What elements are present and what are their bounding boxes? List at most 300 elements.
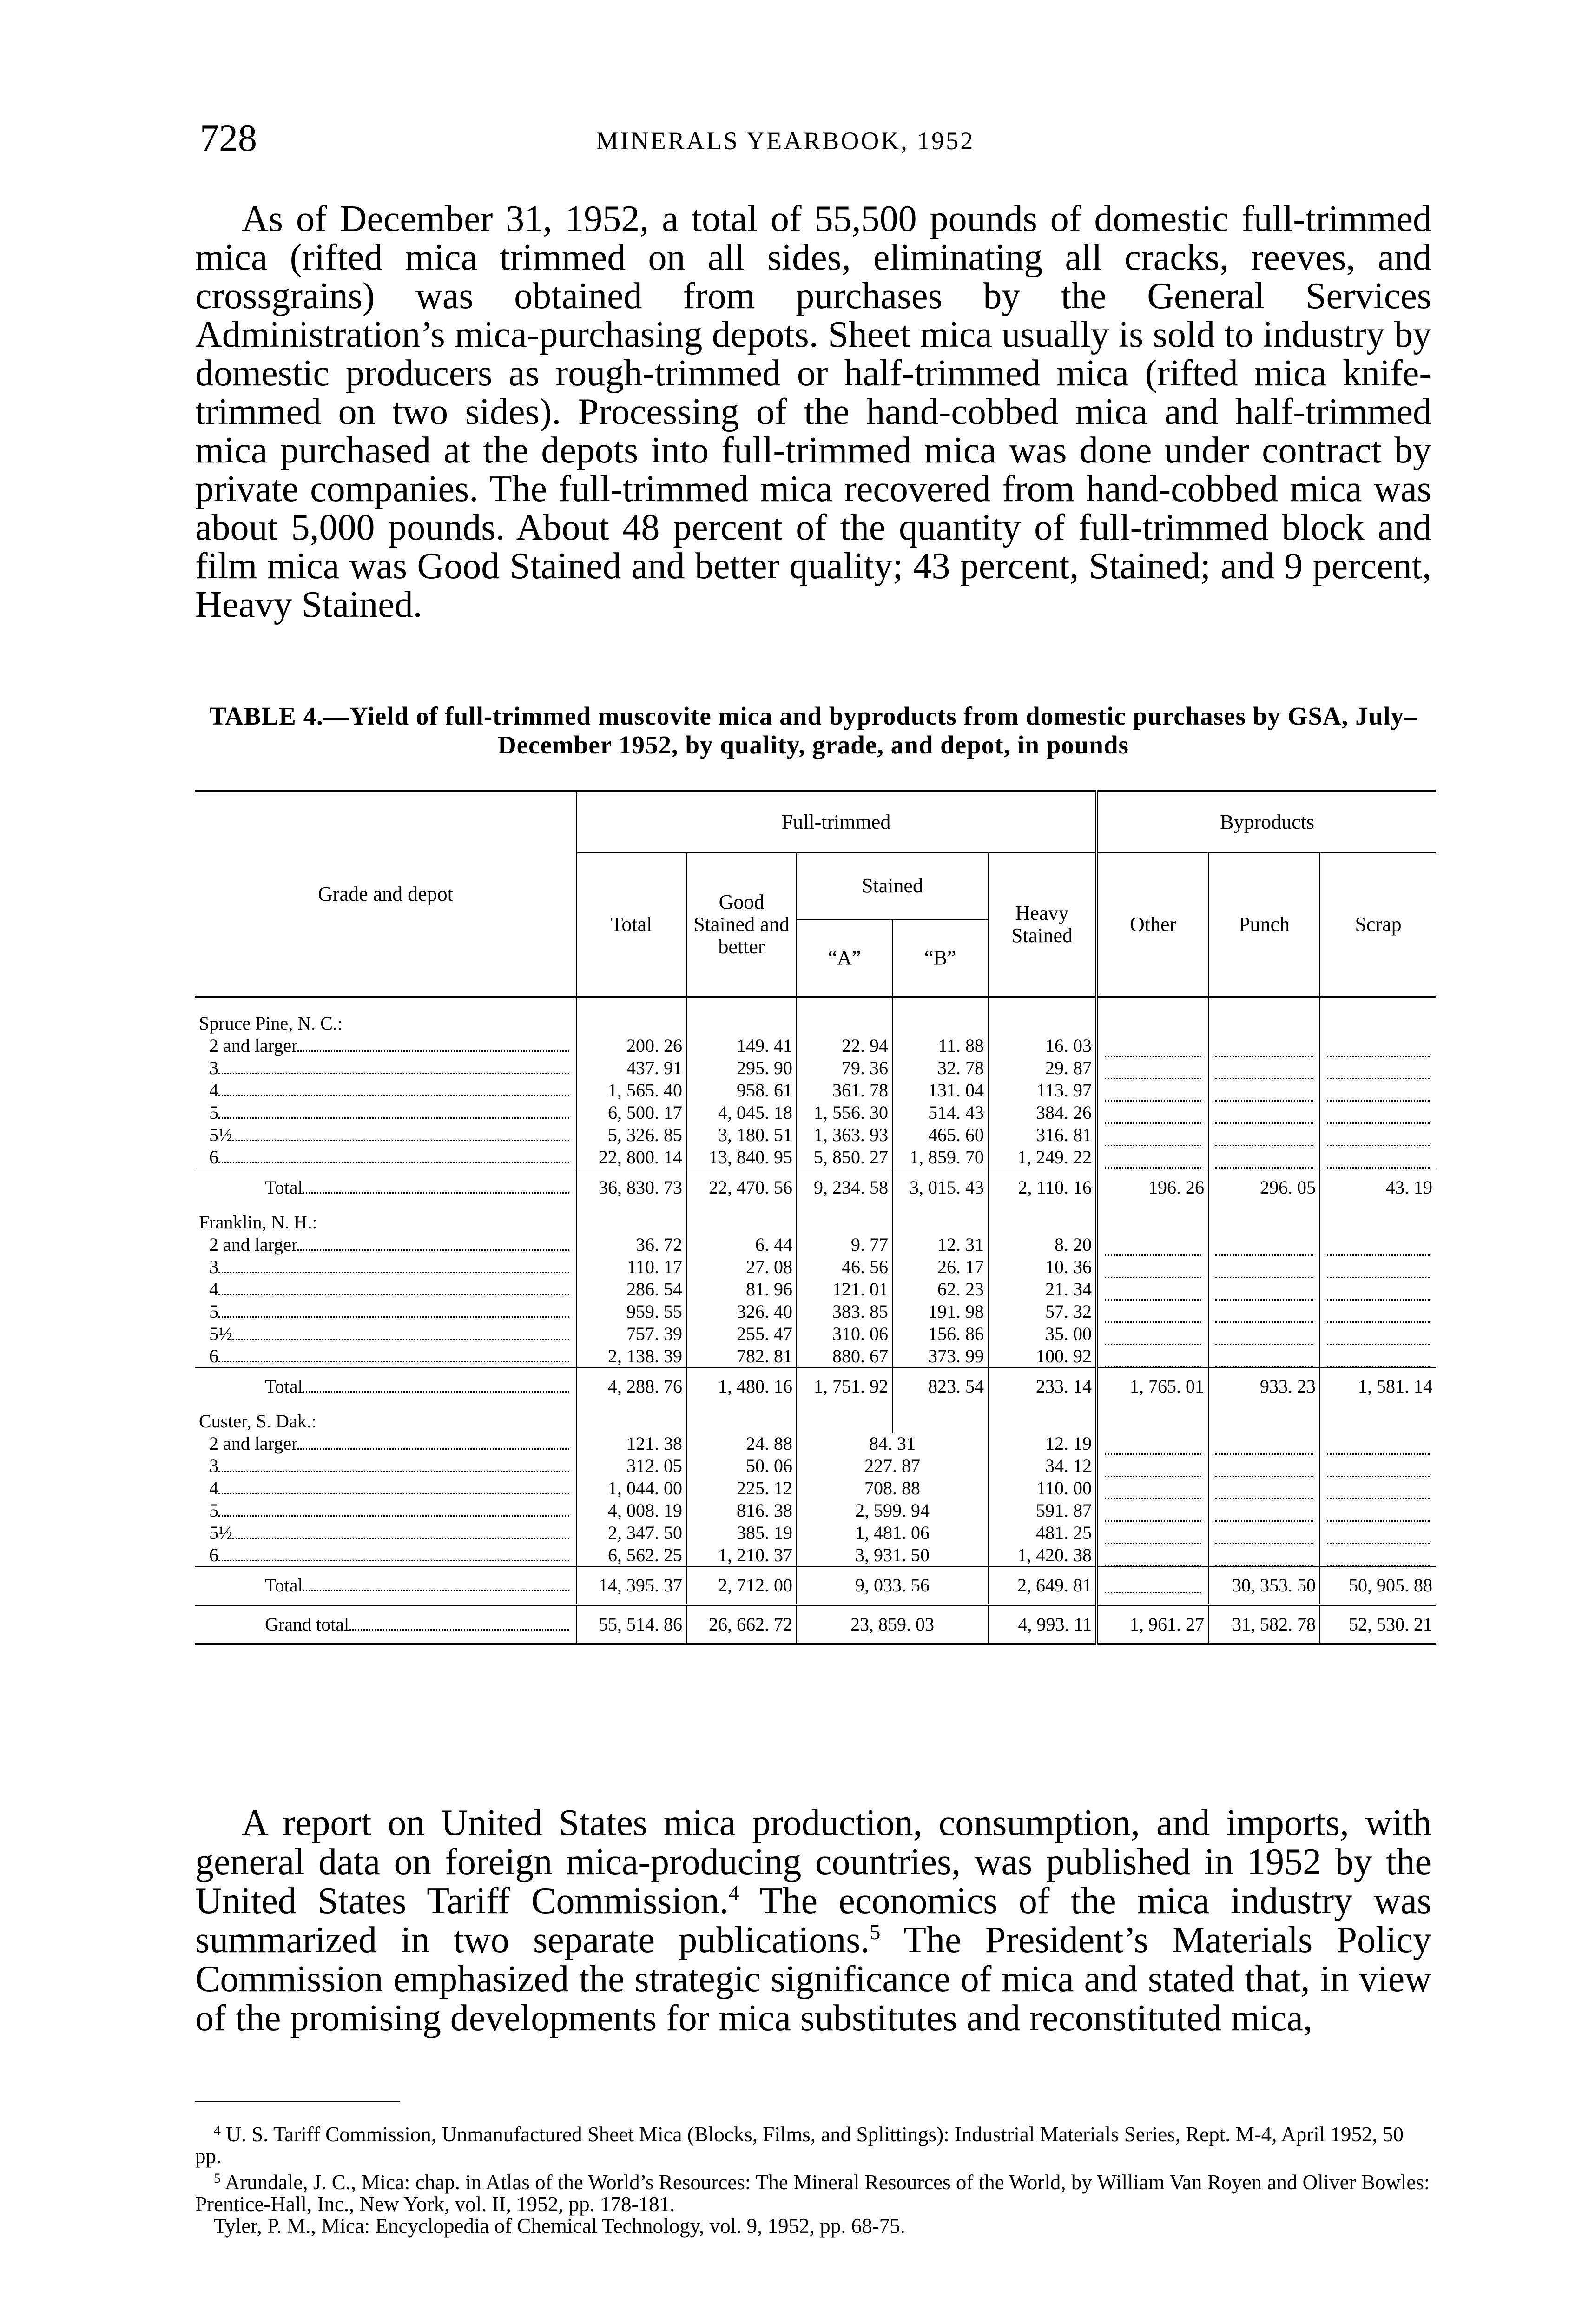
- dot-leader: [218, 1117, 569, 1119]
- empty-cell: [1208, 997, 1320, 1035]
- empty-cell: [1097, 1102, 1208, 1124]
- total-cell: 1, 565. 40: [576, 1079, 686, 1102]
- good-stained-cell: 1, 480. 16: [686, 1368, 797, 1405]
- empty-cell: [1320, 1206, 1436, 1234]
- row-label-text: 4: [209, 1478, 218, 1499]
- stained-b-cell: 373. 99: [892, 1345, 988, 1368]
- heavy-stained-cell: 2, 649. 81: [988, 1567, 1097, 1605]
- empty-cell: [1208, 1522, 1320, 1544]
- dot-leader: [303, 1590, 569, 1591]
- empty-cell: [686, 997, 797, 1035]
- row-label: [195, 1146, 576, 1169]
- empty-cell: [1097, 1278, 1208, 1301]
- total-cell: 110. 17: [576, 1256, 686, 1278]
- row-label-text: 5½: [209, 1124, 232, 1145]
- total-cell: 1, 044. 00: [576, 1477, 686, 1499]
- dot-leader: [218, 1493, 569, 1494]
- empty-cell: [892, 1405, 988, 1433]
- dot-leader: [232, 1140, 569, 1141]
- stained-b-cell: 3, 015. 43: [892, 1169, 988, 1206]
- table-row: [195, 1234, 1436, 1256]
- good-stained-cell: 27. 08: [686, 1256, 797, 1278]
- depot-heading-row: [195, 1405, 1436, 1433]
- total-cell: 36. 72: [576, 1234, 686, 1256]
- good-stained-cell: 6. 44: [686, 1234, 797, 1256]
- depot-total-row: [195, 1567, 1436, 1605]
- heavy-stained-cell: 591. 87: [988, 1499, 1097, 1522]
- heavy-stained-cell: 4, 993. 11: [988, 1605, 1097, 1644]
- row-label-text: 3: [209, 1057, 218, 1078]
- row-label-text: 2 and larger: [209, 1035, 298, 1056]
- row-label: [195, 1605, 576, 1644]
- footnote-ref-5: 5: [870, 1920, 881, 1944]
- stained-a-cell: 79. 36: [797, 1057, 892, 1079]
- header-stained: Stained: [797, 852, 988, 920]
- stained-b-cell: 156. 86: [892, 1323, 988, 1345]
- row-label-text: 5½: [209, 1323, 232, 1344]
- row-label-text: 6: [209, 1545, 218, 1565]
- empty-cell: [892, 997, 988, 1035]
- table-row: [195, 1124, 1436, 1146]
- heavy-stained-cell: 16. 03: [988, 1035, 1097, 1057]
- row-label: [195, 1301, 576, 1323]
- heavy-stained-cell: 10. 36: [988, 1256, 1097, 1278]
- empty-cell: [1320, 997, 1436, 1035]
- table-row: [195, 1035, 1436, 1057]
- row-label: [195, 1102, 576, 1124]
- dot-leader: [218, 1162, 569, 1163]
- footnote-text: Arundale, J. C., Mica: chap. in Atlas of the World’s Resources: The Mineral Resources of the World, by William Van Royen and Oliver Bowles: Prentice-Hall, Inc., New York, vol. II, 1952, pp. 178-181.: [195, 2171, 1430, 2216]
- table-row: [195, 1146, 1436, 1169]
- empty-cell: [576, 997, 686, 1035]
- dot-leader: [218, 1073, 569, 1074]
- empty-cell: [892, 1206, 988, 1234]
- empty-cell: [1097, 1405, 1208, 1433]
- footnote-marker: 5: [214, 2171, 221, 2186]
- row-label: [195, 1124, 576, 1146]
- heavy-stained-cell: 57. 32: [988, 1301, 1097, 1323]
- footnote-text: Tyler, P. M., Mica: Encyclopedia of Chemical Technology, vol. 9, 1952, pp. 68-75.: [214, 2214, 905, 2238]
- table-row: [195, 1544, 1436, 1567]
- header-good-stained: Good Stained and better: [686, 852, 797, 997]
- running-head: [200, 116, 1371, 167]
- stained-b-cell: 131. 04: [892, 1079, 988, 1102]
- stained-combined-cell: 23, 859. 03: [797, 1605, 988, 1644]
- header-scrap: Scrap: [1320, 852, 1436, 997]
- good-stained-cell: 22, 470. 56: [686, 1169, 797, 1206]
- empty-cell: [1208, 1206, 1320, 1234]
- empty-cell: [1208, 1057, 1320, 1079]
- table-row: [195, 1323, 1436, 1345]
- stained-a-cell: 361. 78: [797, 1079, 892, 1102]
- empty-cell: [1320, 1522, 1436, 1544]
- empty-cell: [576, 1405, 686, 1433]
- good-stained-cell: 149. 41: [686, 1035, 797, 1057]
- good-stained-cell: 385. 19: [686, 1522, 797, 1544]
- empty-cell: [797, 1206, 892, 1234]
- dot-leader: [297, 1448, 569, 1450]
- empty-cell: [797, 1405, 892, 1433]
- grand-total-row: [195, 1605, 1436, 1644]
- empty-cell: [686, 1206, 797, 1234]
- empty-cell: [988, 1206, 1097, 1234]
- empty-cell: [1097, 1345, 1208, 1368]
- empty-cell: [1097, 1256, 1208, 1278]
- punch-cell: 296. 05: [1208, 1169, 1320, 1206]
- heavy-stained-cell: 1, 420. 38: [988, 1544, 1097, 1567]
- stained-a-cell: 121. 01: [797, 1278, 892, 1301]
- stained-a-cell: 46. 56: [797, 1256, 892, 1278]
- empty-cell: [1097, 1499, 1208, 1522]
- row-label: [195, 1323, 576, 1345]
- table-number: TABLE 4.: [209, 702, 323, 730]
- stained-a-cell: 5, 850. 27: [797, 1146, 892, 1169]
- stained-combined-cell: 9, 033. 56: [797, 1567, 988, 1605]
- total-cell: 2, 138. 39: [576, 1345, 686, 1368]
- other-cell: 1, 765. 01: [1097, 1368, 1208, 1405]
- empty-cell: [1097, 1433, 1208, 1455]
- good-stained-cell: 782. 81: [686, 1345, 797, 1368]
- empty-cell: [1097, 1234, 1208, 1256]
- heavy-stained-cell: 2, 110. 16: [988, 1169, 1097, 1206]
- empty-cell: [1320, 1234, 1436, 1256]
- header-byproducts: Byproducts: [1097, 792, 1436, 853]
- stained-a-cell: 1, 363. 93: [797, 1124, 892, 1146]
- empty-cell: [1208, 1234, 1320, 1256]
- scrap-cell: 50, 905. 88: [1320, 1567, 1436, 1605]
- empty-cell: [1208, 1301, 1320, 1323]
- empty-cell: [1320, 1345, 1436, 1368]
- row-label: [195, 1544, 576, 1567]
- row-label: [195, 1169, 576, 1206]
- stained-a-cell: 310. 06: [797, 1323, 892, 1345]
- punch-cell: 31, 582. 78: [1208, 1605, 1320, 1644]
- closing-text-3: The President’s Materials Policy Commission emphasized the strategic significance of mica and stated that, in view of the promising developments for mica substitutes and reconstituted mica,: [195, 1920, 1431, 2039]
- empty-cell: [1097, 1079, 1208, 1102]
- depot-heading-row: [195, 1206, 1436, 1234]
- row-label-text: 5: [209, 1102, 218, 1123]
- empty-cell: [797, 997, 892, 1035]
- table-row: [195, 1455, 1436, 1477]
- stained-a-cell: 9. 77: [797, 1234, 892, 1256]
- empty-cell: [1097, 1544, 1208, 1567]
- total-cell: 4, 008. 19: [576, 1499, 686, 1522]
- stained-b-cell: 465. 60: [892, 1124, 988, 1146]
- stained-b-cell: 514. 43: [892, 1102, 988, 1124]
- total-cell: 121. 38: [576, 1433, 686, 1455]
- row-label-text: 4: [209, 1080, 218, 1101]
- row-label-text: 6: [209, 1346, 218, 1367]
- dot-leader: [303, 1391, 569, 1393]
- empty-cell: [1208, 1544, 1320, 1567]
- row-label: [195, 1256, 576, 1278]
- empty-cell: [1097, 1477, 1208, 1499]
- stained-b-cell: 1, 859. 70: [892, 1146, 988, 1169]
- total-cell: 757. 39: [576, 1323, 686, 1345]
- good-stained-cell: 2, 712. 00: [686, 1567, 797, 1605]
- header-heavy-stained: Heavy Stained: [988, 852, 1097, 997]
- header-stained-b: “B”: [892, 920, 988, 997]
- row-label: [195, 1057, 576, 1079]
- row-label-text: Total: [265, 1376, 303, 1397]
- empty-cell: [1320, 1102, 1436, 1124]
- row-label-text: 5: [209, 1301, 218, 1322]
- total-cell: 4, 288. 76: [576, 1368, 686, 1405]
- row-label: [195, 1522, 576, 1544]
- scrap-cell: 52, 530. 21: [1320, 1605, 1436, 1644]
- stained-a-cell: 1, 556. 30: [797, 1102, 892, 1124]
- depot-total-row: [195, 1169, 1436, 1206]
- empty-cell: [1320, 1079, 1436, 1102]
- dot-leader: [218, 1095, 569, 1096]
- good-stained-cell: 255. 47: [686, 1323, 797, 1345]
- stained-b-cell: 823. 54: [892, 1368, 988, 1405]
- header-punch: Punch: [1208, 852, 1320, 997]
- empty-cell: [1320, 1035, 1436, 1057]
- total-cell: 286. 54: [576, 1278, 686, 1301]
- good-stained-cell: 24. 88: [686, 1433, 797, 1455]
- empty-cell: [1097, 1323, 1208, 1345]
- table-row: [195, 1057, 1436, 1079]
- empty-cell: [1320, 1256, 1436, 1278]
- total-cell: 36, 830. 73: [576, 1169, 686, 1206]
- empty-cell: [1320, 1455, 1436, 1477]
- dot-leader: [232, 1339, 569, 1340]
- stained-combined-cell: 1, 481. 06: [797, 1522, 988, 1544]
- heavy-stained-cell: 316. 81: [988, 1124, 1097, 1146]
- stained-b-cell: 11. 88: [892, 1035, 988, 1057]
- table-row: [195, 1256, 1436, 1278]
- stained-a-cell: 1, 751. 92: [797, 1368, 892, 1405]
- stained-a-cell: 880. 67: [797, 1345, 892, 1368]
- row-label-text: Total: [265, 1575, 303, 1596]
- closing-text-2: The economics of the mica industry was summarized in two separate publications.: [195, 1881, 1431, 1961]
- dot-leader: [218, 1560, 569, 1561]
- table-row: [195, 1278, 1436, 1301]
- dot-leader: [349, 1629, 569, 1631]
- row-label-text: 5: [209, 1500, 218, 1521]
- empty-cell: [1320, 1057, 1436, 1079]
- header-stained-a: “A”: [797, 920, 892, 997]
- empty-cell: [988, 997, 1097, 1035]
- closing-paragraph: [195, 1803, 1431, 2038]
- dot-leader: [218, 1361, 569, 1362]
- stained-b-cell: 12. 31: [892, 1234, 988, 1256]
- empty-cell: [1320, 1124, 1436, 1146]
- heavy-stained-cell: 481. 25: [988, 1522, 1097, 1544]
- running-title: MINERALS YEARBOOK, 1952: [596, 127, 975, 155]
- dot-leader: [218, 1272, 569, 1273]
- empty-cell: [1208, 1433, 1320, 1455]
- dot-leader: [303, 1192, 569, 1194]
- other-cell: 1, 961. 27: [1097, 1605, 1208, 1644]
- good-stained-cell: 3, 180. 51: [686, 1124, 797, 1146]
- total-cell: 5, 326. 85: [576, 1124, 686, 1146]
- good-stained-cell: 50. 06: [686, 1455, 797, 1477]
- empty-cell: [1208, 1146, 1320, 1169]
- empty-cell: [1320, 1544, 1436, 1567]
- stained-b-cell: 191. 98: [892, 1301, 988, 1323]
- footnote-marker: 4: [214, 2123, 221, 2138]
- empty-cell: [1097, 1455, 1208, 1477]
- stained-combined-cell: 227. 87: [797, 1455, 988, 1477]
- empty-cell: [1208, 1124, 1320, 1146]
- stained-a-cell: 383. 85: [797, 1301, 892, 1323]
- header-full-trimmed: Full-trimmed: [576, 792, 1097, 853]
- empty-cell: [1097, 1057, 1208, 1079]
- total-cell: 312. 05: [576, 1455, 686, 1477]
- dot-leader: [297, 1050, 569, 1052]
- intro-paragraph: As of December 31, 1952, a total of 55,500 pounds of domestic full-trimmed mica (rifted mica trimmed on all sides, eliminating all cracks, reeves, and crossgrains) was obtained from purchases by the General Services Administration’s mica-purchasing depots. Sheet mica usually is sold to industry by domestic producers as rough-trimmed or half-trimmed mica (rifted mica knife-trimmed on two sides). Processing of the hand-cobbed mica and half-trimmed mica purchased at the depots into full-trimmed mica was done under contract by private companies. The full-trimmed mica recovered from hand-cobbed mica was about 5,000 pounds. About 48 percent of the quantity of full-trimmed block and film mica was Good Stained and better quality; 43 percent, Stained; and 9 percent, Heavy Stained.: [195, 198, 1431, 625]
- empty-cell: [1097, 1301, 1208, 1323]
- depot-name: Custer, S. Dak.:: [199, 1411, 316, 1432]
- heavy-stained-cell: 29. 87: [988, 1057, 1097, 1079]
- empty-cell: [1208, 1455, 1320, 1477]
- empty-cell: [1097, 1124, 1208, 1146]
- heavy-stained-cell: 100. 92: [988, 1345, 1097, 1368]
- table-row: [195, 1345, 1436, 1368]
- dot-leader: [218, 1316, 569, 1318]
- punch-cell: 30, 353. 50: [1208, 1567, 1320, 1605]
- empty-cell: [1320, 1433, 1436, 1455]
- dot-leader: [232, 1538, 569, 1539]
- footnote-4: [195, 2119, 1431, 2167]
- empty-cell: [1320, 1323, 1436, 1345]
- good-stained-cell: 26, 662. 72: [686, 1605, 797, 1644]
- row-label-text: Total: [265, 1177, 303, 1198]
- dot-leader: [218, 1515, 569, 1517]
- empty-cell: [1097, 1146, 1208, 1169]
- heavy-stained-cell: 113. 97: [988, 1079, 1097, 1102]
- empty-cell: [1320, 1278, 1436, 1301]
- empty-cell: [1097, 1522, 1208, 1544]
- total-cell: 959. 55: [576, 1301, 686, 1323]
- empty-cell: [1208, 1256, 1320, 1278]
- row-label: [195, 1433, 576, 1455]
- table-row: [195, 1477, 1436, 1499]
- empty-cell: [1320, 1477, 1436, 1499]
- empty-cell: [1320, 1499, 1436, 1522]
- stained-b-cell: 62. 23: [892, 1278, 988, 1301]
- stained-combined-cell: 3, 931. 50: [797, 1544, 988, 1567]
- heavy-stained-cell: 8. 20: [988, 1234, 1097, 1256]
- footnote-text: U. S. Tariff Commission, Unmanufactured Sheet Mica (Blocks, Films, and Splittings): Industrial Materials Series, Rept. M-4, April 1952, 50 pp.: [195, 2123, 1404, 2168]
- row-label-text: 2 and larger: [209, 1234, 298, 1255]
- depot-total-row: [195, 1368, 1436, 1405]
- total-cell: 2, 347. 50: [576, 1522, 686, 1544]
- empty-cell: [1208, 1323, 1320, 1345]
- footnotes: [195, 2119, 1431, 2237]
- empty-cell: [1097, 1035, 1208, 1057]
- dot-leader: [218, 1294, 569, 1295]
- empty-cell: [1320, 1146, 1436, 1169]
- good-stained-cell: 326. 40: [686, 1301, 797, 1323]
- row-label-text: 5½: [209, 1522, 232, 1543]
- heavy-stained-cell: 12. 19: [988, 1433, 1097, 1455]
- empty-cell: [576, 1206, 686, 1234]
- stained-combined-cell: 84. 31: [797, 1433, 988, 1455]
- heavy-stained-cell: 233. 14: [988, 1368, 1097, 1405]
- good-stained-cell: 1, 210. 37: [686, 1544, 797, 1567]
- empty-cell: [1320, 1405, 1436, 1433]
- empty-cell: [1208, 1345, 1320, 1368]
- row-label-text: Grand total: [265, 1614, 349, 1635]
- header-total: Total: [576, 852, 686, 997]
- heavy-stained-cell: 110. 00: [988, 1477, 1097, 1499]
- row-label: [195, 1079, 576, 1102]
- empty-cell: [1208, 1477, 1320, 1499]
- depot-name: Franklin, N. H.:: [199, 1212, 317, 1233]
- empty-cell: [1097, 997, 1208, 1035]
- row-label: [195, 1455, 576, 1477]
- header-other: Other: [1097, 852, 1208, 997]
- row-label: [195, 1499, 576, 1522]
- total-cell: 22, 800. 14: [576, 1146, 686, 1169]
- empty-cell: [1208, 1102, 1320, 1124]
- total-cell: 200. 26: [576, 1035, 686, 1057]
- page-number: 728: [200, 117, 257, 159]
- row-label-text: 6: [209, 1147, 218, 1168]
- table-row: [195, 1102, 1436, 1124]
- footnote-ref-4: 4: [728, 1881, 739, 1905]
- table-row: [195, 1499, 1436, 1522]
- table-caption: [195, 702, 1431, 759]
- row-label-text: 3: [209, 1256, 218, 1277]
- total-cell: 55, 514. 86: [576, 1605, 686, 1644]
- heavy-stained-cell: 1, 249. 22: [988, 1146, 1097, 1169]
- good-stained-cell: 816. 38: [686, 1499, 797, 1522]
- footnote-5-continued: [195, 2215, 1431, 2237]
- heavy-stained-cell: 35. 00: [988, 1323, 1097, 1345]
- stained-a-cell: 22. 94: [797, 1035, 892, 1057]
- dot-leader: [297, 1249, 569, 1251]
- empty-cell: [988, 1405, 1097, 1433]
- empty-cell: [1208, 1278, 1320, 1301]
- row-label: [195, 1477, 576, 1499]
- heavy-stained-cell: 34. 12: [988, 1455, 1097, 1477]
- empty-cell: [1208, 1035, 1320, 1057]
- row-label-text: 2 and larger: [209, 1433, 298, 1454]
- scrap-cell: 1, 581. 14: [1320, 1368, 1436, 1405]
- row-label-text: 3: [209, 1455, 218, 1476]
- total-cell: 437. 91: [576, 1057, 686, 1079]
- empty-cell: [1097, 1206, 1208, 1234]
- row-label: [195, 1567, 576, 1605]
- table-row: [195, 1433, 1436, 1455]
- empty-cell: [1208, 1499, 1320, 1522]
- good-stained-cell: 4, 045. 18: [686, 1102, 797, 1124]
- row-label: [195, 1234, 576, 1256]
- empty-cell: [1208, 1079, 1320, 1102]
- total-cell: 6, 562. 25: [576, 1544, 686, 1567]
- row-label: [195, 1345, 576, 1368]
- good-stained-cell: 958. 61: [686, 1079, 797, 1102]
- depot-name: Spruce Pine, N. C.:: [195, 997, 576, 1035]
- other-cell: 196. 26: [1097, 1169, 1208, 1206]
- table-row: [195, 1522, 1436, 1544]
- good-stained-cell: 81. 96: [686, 1278, 797, 1301]
- table-title: —Yield of full-trimmed muscovite mica and byproducts from domestic purchases by GSA, July–December 1952, by quality, grade, and depot, in pounds: [323, 702, 1417, 759]
- table-row: [195, 1079, 1436, 1102]
- closing-text-1: A report on United States mica production, consumption, and imports, with general data on foreign mica-producing countries, was published in 1952 by the United States Tariff Commission.: [195, 1802, 1431, 1921]
- row-label-text: 4: [209, 1279, 218, 1300]
- empty-cell: [686, 1405, 797, 1433]
- footnote-5: [195, 2167, 1431, 2215]
- good-stained-cell: 225. 12: [686, 1477, 797, 1499]
- stained-combined-cell: 708. 88: [797, 1477, 988, 1499]
- heavy-stained-cell: 384. 26: [988, 1102, 1097, 1124]
- row-label: [195, 1035, 576, 1057]
